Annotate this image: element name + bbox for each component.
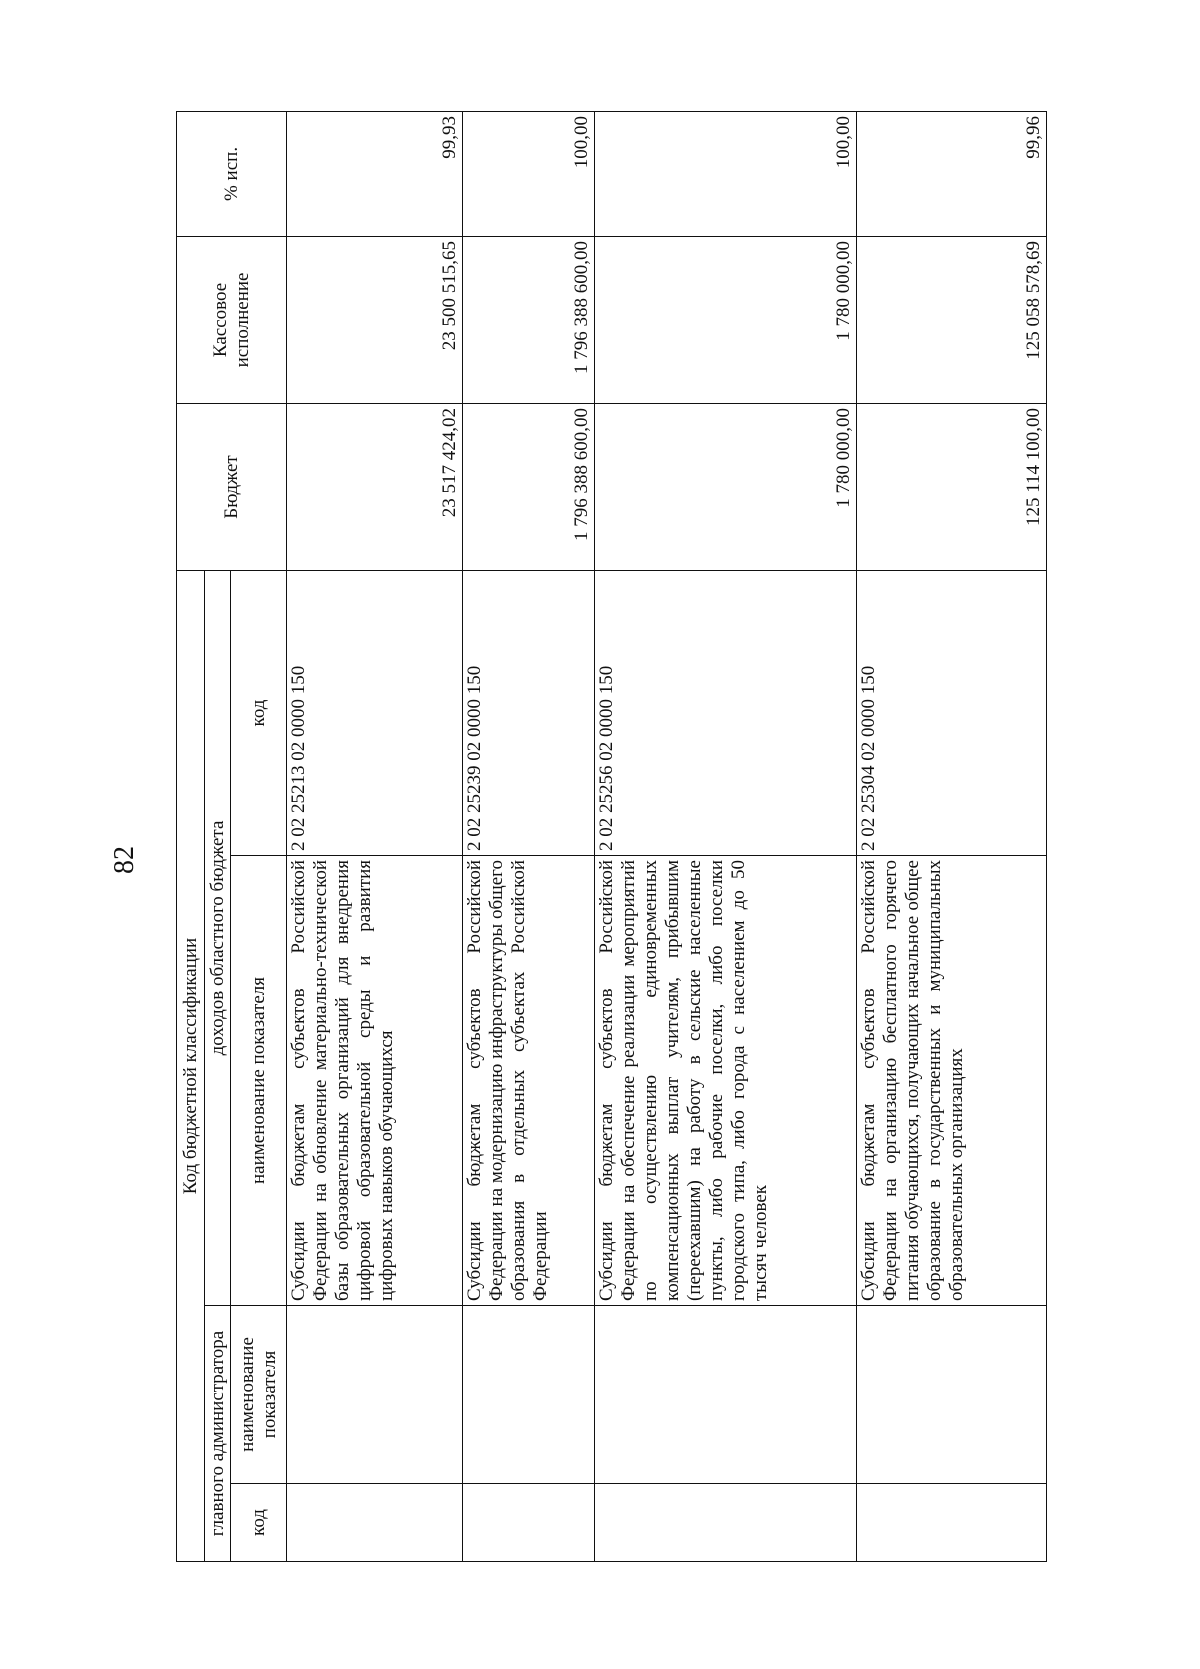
admin-code-cell	[857, 1484, 1047, 1562]
budget-table	[176, 111, 1047, 1562]
percent-cell: 100,00	[463, 111, 595, 236]
header-code: код	[231, 570, 287, 855]
header-classification: Код бюджетной классификации	[177, 570, 205, 1561]
indicator-name-cell: Субсидии бюджетам субъектов Российской Федерации на модернизацию инфраструктуры общего образования в отдельных субъектах Российской Федерации	[463, 856, 595, 1306]
indicator-name-cell: Субсидии бюджетам субъектов Российской Федерации на организацию бесплатного горячего питания обучающихся, получающих начальное общее образование в государственных и муниципальных образовательных организациях	[857, 856, 1047, 1306]
admin-name-cell	[595, 1306, 857, 1484]
code-cell: 2 02 25213 02 0000 150	[287, 570, 463, 855]
table-row	[463, 111, 595, 1561]
percent-cell: 100,00	[595, 111, 857, 236]
header-percent: % исп.	[177, 111, 287, 236]
admin-code-cell	[287, 1484, 463, 1562]
budget-cell: 1 796 388 600,00	[463, 403, 595, 570]
admin-name-cell	[857, 1306, 1047, 1484]
percent-cell: 99,96	[857, 111, 1047, 236]
header-main-admin: главного администратора	[205, 1306, 231, 1562]
admin-code-cell	[463, 1484, 595, 1562]
table-row	[287, 111, 463, 1561]
admin-name-cell	[463, 1306, 595, 1484]
code-cell: 2 02 25239 02 0000 150	[463, 570, 595, 855]
budget-cell: 125 114 100,00	[857, 403, 1047, 570]
cash-cell: 1 796 388 600,00	[463, 236, 595, 403]
admin-name-cell	[287, 1306, 463, 1484]
header-admin-indicator: наименование показателя	[231, 1306, 287, 1484]
indicator-name-cell: Субсидии бюджетам субъектов Российской Федерации на обновление материально-технической базы образовательных организаций для внедрения цифровой образовательной среды и развития цифровых навыков обучающихся	[287, 856, 463, 1306]
budget-cell: 1 780 000,00	[595, 403, 857, 570]
cash-cell: 23 500 515,65	[287, 236, 463, 403]
page-number: 82	[109, 846, 140, 874]
table-row	[595, 111, 857, 1561]
code-cell: 2 02 25304 02 0000 150	[857, 570, 1047, 855]
code-cell: 2 02 25256 02 0000 150	[595, 570, 857, 855]
rotated-table-container	[176, 112, 1046, 1562]
header-indicator-name: наименование показателя	[231, 856, 287, 1306]
header-cash-execution: Кассовое исполнение	[177, 236, 287, 403]
indicator-name-cell: Субсидии бюджетам субъектов Российской Федерации на обеспечение реализации мероприятий по осуществлению единовременных компенсационных выплат учителям, прибывшим (переехавшим) на работу в сельские населенные пункты, либо рабочие поселки, либо поселки городского типа, либо города с населением до 50 тысяч человек	[595, 856, 857, 1306]
admin-code-cell	[595, 1484, 857, 1562]
cash-cell: 125 058 578,69	[857, 236, 1047, 403]
header-admin-code: код	[231, 1484, 287, 1562]
header-regional-income: доходов областного бюджета	[205, 570, 231, 1305]
budget-cell: 23 517 424,02	[287, 403, 463, 570]
percent-cell: 99,93	[287, 111, 463, 236]
cash-cell: 1 780 000,00	[595, 236, 857, 403]
table-row	[857, 111, 1047, 1561]
header-budget: Бюджет	[177, 403, 287, 570]
